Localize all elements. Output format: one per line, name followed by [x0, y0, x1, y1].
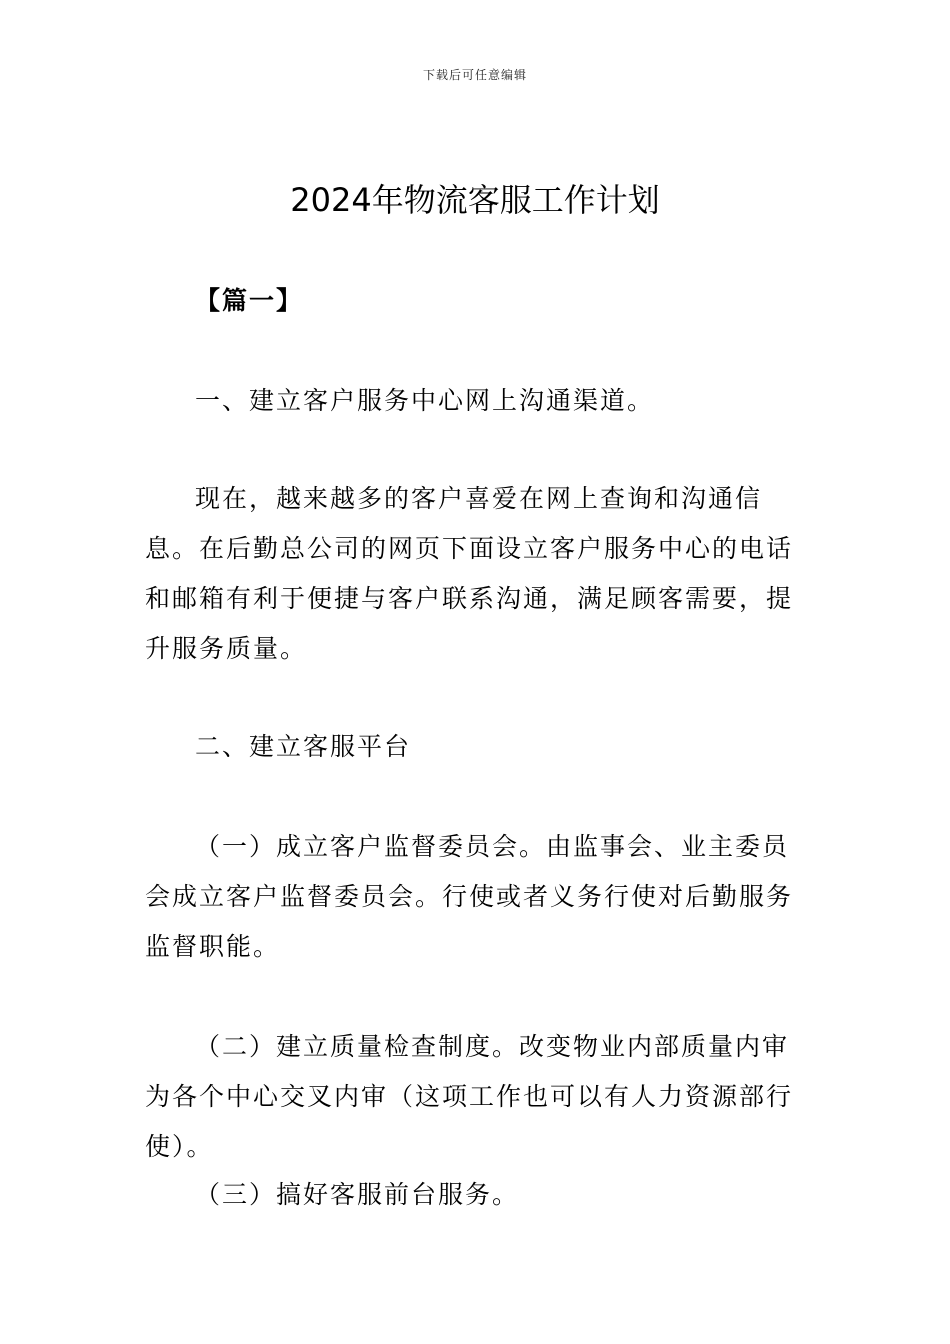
paragraph-heading-1: 一、建立客户服务中心网上沟通渠道。 [195, 386, 655, 415]
paragraph-item-2: （二）建立质量检查制度。改变物业内部质量内审为各个中心交叉内审（这项工作也可以有人力资源部行使）。 [145, 1032, 794, 1161]
document-title: 2024年物流客服工作计划 [290, 181, 660, 219]
paragraph-item-1: （一）成立客户监督委员会。由监事会、业主委员会成立客户监督委员会。行使或者义务行使对后勤服务监督职能。 [145, 832, 794, 961]
header-note: 下载后可任意编辑 [422, 68, 527, 82]
paragraph-item-3: （三）搞好客服前台服务。 [195, 1180, 520, 1209]
paragraph-body-1: 现在，越来越多的客户喜爱在网上查询和沟通信息。在后勤总公司的网页下面设立客户服务中心的电话和邮箱有利于便捷与客户联系沟通，满足顾客需要，提升服务质量。 [145, 484, 794, 663]
section-label: 【篇一】 [195, 286, 304, 315]
paragraph-heading-2: 二、建立客服平台 [195, 732, 412, 761]
